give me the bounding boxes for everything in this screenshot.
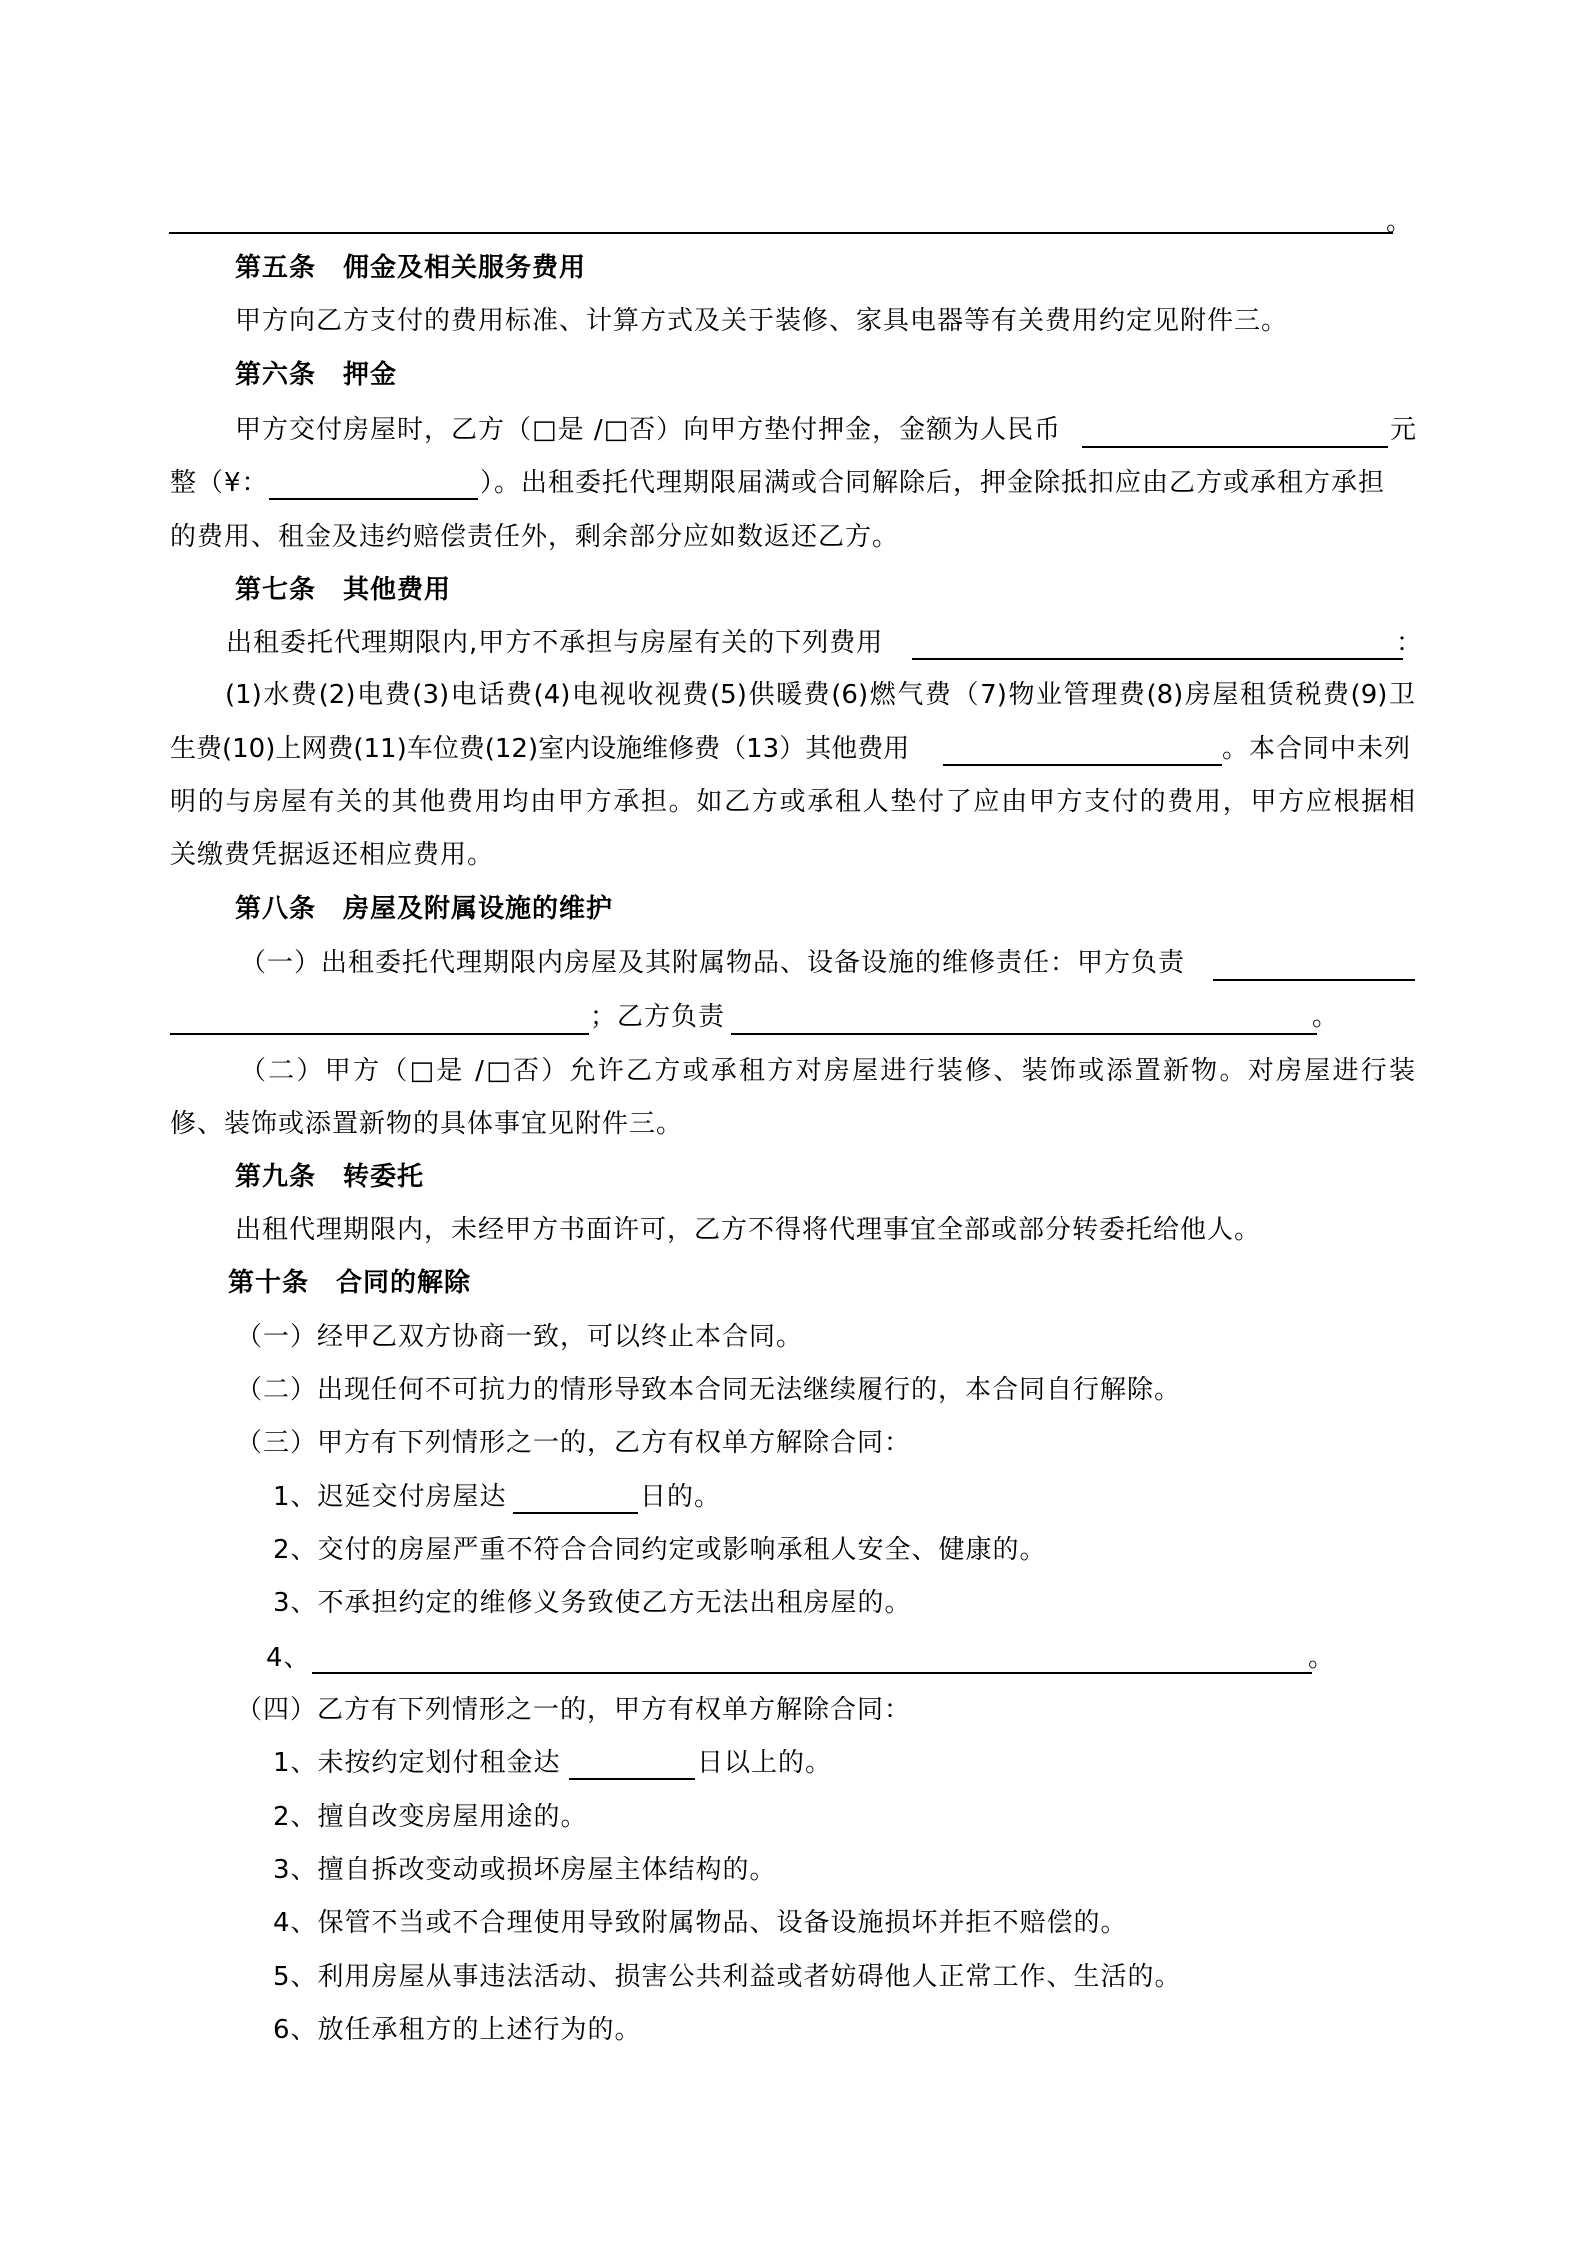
article-9-paragraph: 出租代理期限内，未经甲方书面许可，乙方不得将代理事宜全部或部分转委托给他人。	[235, 1215, 1262, 1245]
article-6-line2-text: ）。出租委托代理期限届满或合同解除后，押金除抵扣应由乙方或承租方承担	[480, 468, 1386, 498]
article-10-clause-3: （三）甲方有下列情形之一的，乙方有权单方解除合同：	[236, 1428, 912, 1458]
article-7-heading: 第七条 其他费用	[235, 575, 452, 605]
clause-3-item-1-text: 1、迟延交付房屋达	[273, 1482, 507, 1512]
article-8-item2-line2: 修、装饰或添置新物的具体事宜见附件三。	[170, 1109, 684, 1139]
article-7-line3-text: 生费(10)上网费(11)车位费(12)室内设施维修费（13）其他费用	[170, 734, 910, 764]
clause-3-item-3: 3、不承担约定的维修义务致使乙方无法出租房屋的。	[273, 1588, 912, 1618]
blank-continuation[interactable]	[169, 232, 1393, 234]
article-8-item1-party-b: ；乙方负责	[590, 1002, 726, 1032]
deposit-yen-blank[interactable]	[269, 498, 478, 500]
article-7-line4: 明的与房屋有关的其他费用均由甲方承担。如乙方或承租人垫付了应由甲方支付的费用，甲方应根据相	[170, 787, 1415, 817]
article-5-paragraph: 甲方向乙方支付的费用标准、计算方式及关于装修、家具电器等有关费用约定见附件三。	[235, 306, 1289, 336]
article-9-heading: 第九条 转委托	[235, 1162, 425, 1192]
article-7-line5: 关缴费凭据返还相应费用。	[170, 840, 495, 870]
clause-3-item-2: 2、交付的房屋严重不符合合同约定或影响承租人安全、健康的。	[273, 1535, 1047, 1565]
clause-3-item-4-period: 。	[1308, 1643, 1336, 1673]
article-8-item1-period: 。	[1312, 1002, 1340, 1032]
clause-4-item-5: 5、利用房屋从事违法活动、损害公共利益或者妨碍他人正常工作、生活的。	[273, 1962, 1182, 1992]
article-6-line2-prefix: 整（¥：	[170, 468, 269, 498]
party-a-responsibility-blank-cont[interactable]	[170, 1033, 589, 1035]
excluded-fees-blank[interactable]	[912, 658, 1403, 660]
clause-3-item-4-blank[interactable]	[312, 1672, 1312, 1674]
party-a-responsibility-blank[interactable]	[1213, 979, 1415, 981]
deposit-amount-blank[interactable]	[1082, 446, 1388, 448]
rent-overdue-days-blank[interactable]	[569, 1778, 695, 1780]
clause-4-item-2: 2、擅自改变房屋用途的。	[273, 1802, 588, 1832]
clause-3-item-4-label: 4、	[266, 1643, 311, 1673]
article-7-line1-colon: ：	[1396, 628, 1424, 658]
clause-4-item-1-tail: 日以上的。	[697, 1748, 833, 1778]
other-fees-blank[interactable]	[943, 764, 1222, 766]
article-10-clause-2: （二）出现任何不可抗力的情形导致本合同无法继续履行的，本合同自行解除。	[236, 1375, 1182, 1405]
article-6-heading: 第六条 押金	[235, 360, 398, 390]
article-6-line1-text: 甲方交付房屋时，乙方（□是 /□否）向甲方垫付押金，金额为人民币	[235, 415, 1062, 445]
article-10-clause-4: （四）乙方有下列情形之一的，甲方有权单方解除合同：	[236, 1695, 912, 1725]
article-8-item1-text: （一）出租委托代理期限内房屋及其附属物品、设备设施的维修责任：甲方负责	[240, 948, 1186, 978]
article-10-clause-1: （一）经甲乙双方协商一致，可以终止本合同。	[236, 1322, 804, 1352]
article-8-item2-line1: （二）甲方（□是 /□否）允许乙方或承租方对房屋进行装修、装饰或添置新物。对房屋进行装	[240, 1056, 1415, 1086]
continuation-period: 。	[1386, 207, 1414, 237]
article-7-line3-tail: 。本合同中未列	[1222, 734, 1412, 764]
delay-days-blank[interactable]	[513, 1512, 638, 1514]
article-7-fee-list-line: (1)水费(2)电费(3)电话费(4)电视收视费(5)供暖费(6)燃气费（7)物业管理费(8)房屋租赁税费(9)卫	[225, 680, 1415, 710]
article-6-line1-yuan: 元	[1390, 415, 1418, 445]
clause-3-item-1-tail: 日的。	[640, 1482, 722, 1512]
article-7-line1-text: 出租委托代理期限内,甲方不承担与房屋有关的下列费用	[226, 628, 884, 658]
clause-4-item-1-text: 1、未按约定划付租金达	[273, 1748, 561, 1778]
article-5-heading: 第五条 佣金及相关服务费用	[235, 253, 587, 283]
party-b-responsibility-blank[interactable]	[731, 1033, 1317, 1035]
clause-4-item-4: 4、保管不当或不合理使用导致附属物品、设备设施损坏并拒不赔偿的。	[273, 1908, 1128, 1938]
article-10-heading: 第十条 合同的解除	[228, 1268, 472, 1298]
article-8-heading: 第八条 房屋及附属设施的维护	[235, 894, 614, 924]
article-6-line3: 的费用、租金及违约赔偿责任外，剩余部分应如数返还乙方。	[170, 522, 900, 552]
clause-4-item-6: 6、放任承租方的上述行为的。	[273, 2015, 642, 2045]
clause-4-item-3: 3、擅自拆改变动或损坏房屋主体结构的。	[273, 1855, 777, 1885]
